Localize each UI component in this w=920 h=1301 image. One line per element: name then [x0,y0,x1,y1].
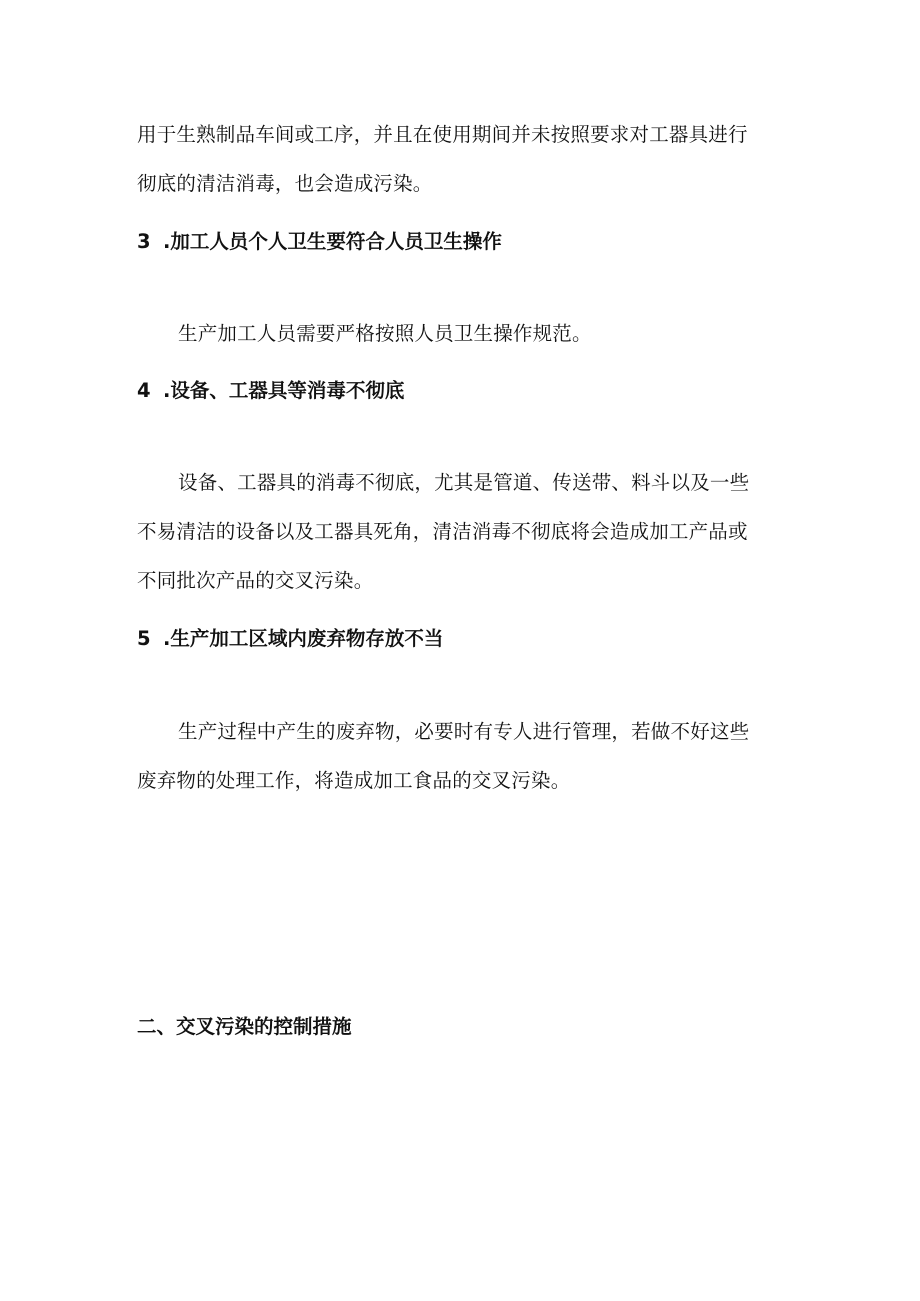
paragraph-line: 设备、工器具的消毒不彻底，尤其是管道、传送带、料斗以及一些 [178,471,750,494]
paragraph-line: 废弃物的处理工作，将造成加工食品的交叉污染。 [137,769,571,792]
heading-number: 4 [137,379,151,402]
paragraph-line: 不同批次产品的交叉污染。 [137,569,374,592]
paragraph-line: 生产过程中产生的废弃物，必要时有专人进行管理，若做不好这些 [178,720,750,743]
heading-title: .设备、工器具等消毒不彻底 [163,379,405,402]
heading-equipment-disinfection [137,376,404,406]
paragraph-line: 用于生熟制品车间或工序，并且在使用期间并未按照要求对工器具进行 [137,123,748,146]
heading-waste-storage [137,624,443,654]
paragraph-line: 彻底的清洁消毒，也会造成污染。 [137,172,433,195]
heading-number: 3 [137,230,151,253]
paragraph-line: 生产加工人员需要严格按照人员卫生操作规范。 [178,322,592,345]
paragraph-personal-hygiene [137,309,818,358]
paragraph-line: 不易清洁的设备以及工器具死角，清洁消毒不彻底将会造成加工产品或 [137,520,748,543]
heading-personal-hygiene [137,227,502,257]
heading-number: 5 [137,627,151,650]
paragraph-waste-storage [137,707,777,805]
paragraph-equipment-disinfection [137,458,777,605]
heading-title: .加工人员个人卫生要符合人员卫生操作 [163,230,502,253]
heading-title: .生产加工区域内废弃物存放不当 [163,627,444,650]
section-title-control-measures [137,1012,352,1042]
paragraph-tool-contamination [137,110,777,208]
section-title-text: 二、交叉污染的控制措施 [137,1015,352,1038]
